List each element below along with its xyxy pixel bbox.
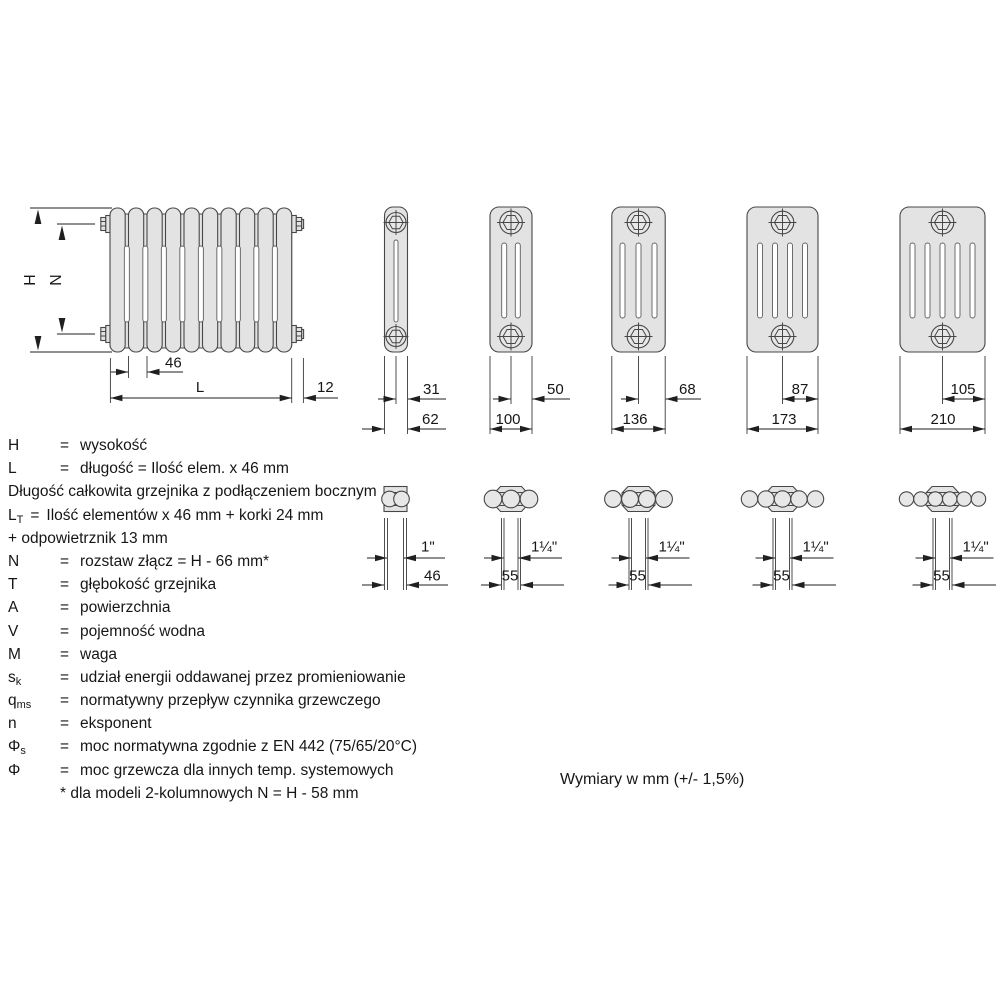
legend-row: qms = normatywny przepływ czynnika grzewczego bbox=[8, 692, 381, 712]
legend-row: H = wysokość bbox=[8, 437, 148, 454]
spacing-label: N bbox=[46, 274, 63, 286]
connection-stub-bottom-left bbox=[101, 326, 111, 343]
element-width-value: 55 bbox=[629, 567, 646, 585]
depth-value: 100 bbox=[495, 411, 521, 428]
element-width-value: 46 bbox=[165, 354, 182, 372]
top-view-5col bbox=[741, 487, 836, 591]
end-width-value: 12 bbox=[317, 379, 334, 396]
depth-value: 62 bbox=[422, 411, 439, 428]
thread-size-value: 1¼" bbox=[962, 538, 989, 556]
cross-section-5col bbox=[747, 207, 818, 434]
section-dimensions bbox=[490, 356, 570, 434]
depth-value: 173 bbox=[771, 411, 797, 428]
half-depth-value: 50 bbox=[547, 381, 564, 398]
legend-text: eksponent bbox=[80, 715, 152, 733]
legend-text: długość = Ilość elem. x 46 mm bbox=[80, 460, 289, 478]
cross-section-3col bbox=[490, 207, 570, 434]
top-view-4col bbox=[605, 487, 692, 591]
legend-row bbox=[8, 480, 417, 503]
connection-stub-top-left bbox=[101, 216, 111, 233]
legend-row: sk = udział energii oddawanej przez promieniowanie bbox=[8, 668, 406, 688]
legend-row: T = głębokość grzejnika bbox=[8, 576, 217, 594]
half-depth-value: 31 bbox=[423, 381, 440, 398]
legend-text: rozstaw złącz = H - 66 mm* bbox=[80, 552, 270, 570]
top-view-6col bbox=[899, 487, 996, 591]
legend-text: normatywny przepływ czynnika grzewczego bbox=[80, 692, 381, 710]
section-dimensions bbox=[747, 356, 818, 434]
legend-text: pojemność wodna bbox=[80, 622, 205, 640]
height-dimension bbox=[20, 208, 112, 352]
section-dimensions bbox=[612, 356, 701, 434]
legend-row: A = powierzchnia bbox=[8, 599, 171, 617]
legend-text: wysokość bbox=[80, 437, 148, 454]
legend-footnote bbox=[8, 782, 417, 805]
depth-value: 210 bbox=[930, 411, 956, 428]
thread-size-value: 1¼" bbox=[658, 538, 685, 556]
half-depth-value: 105 bbox=[950, 381, 976, 398]
connection-stub-top-right bbox=[292, 216, 304, 233]
legend-row bbox=[8, 527, 417, 550]
legend-text: waga bbox=[80, 645, 118, 663]
depth-value: 136 bbox=[622, 411, 648, 428]
legend-text: + odpowietrznik 13 mm bbox=[8, 529, 168, 547]
half-depth-value: 87 bbox=[791, 381, 809, 398]
thread-size-value: 1" bbox=[421, 538, 435, 556]
element-width-value: 55 bbox=[501, 567, 519, 585]
legend-text: Ilość elementów x 46 mm + korki 24 mm bbox=[46, 506, 324, 524]
radiator-slots bbox=[124, 246, 277, 322]
legend-text: moc grzewcza dla innych temp. systemowych bbox=[80, 761, 394, 779]
legend-row: N = rozstaw złącz = H - 66 mm* bbox=[8, 552, 270, 570]
cross-section-6col bbox=[900, 207, 985, 434]
half-depth-value: 68 bbox=[679, 381, 696, 398]
section-dimensions bbox=[362, 356, 446, 434]
legend-row: V = pojemność wodna bbox=[8, 622, 205, 640]
height-label: H bbox=[20, 274, 37, 286]
legend-text: głębokość grzejnika bbox=[80, 576, 217, 594]
legend bbox=[8, 434, 417, 805]
thread-size-value: 1¼" bbox=[531, 538, 558, 556]
element-width-value: 55 bbox=[773, 567, 790, 585]
front-view bbox=[20, 208, 338, 403]
legend-text: * dla modeli 2-kolumnowych N = H - 58 mm bbox=[60, 784, 359, 802]
top-view-dimensions bbox=[481, 518, 564, 590]
dimensions-note: Wymiary w mm (+/- 1,5%) bbox=[560, 771, 745, 788]
element-width-value: 46 bbox=[424, 567, 441, 585]
legend-row: M = waga bbox=[8, 645, 118, 663]
cross-section-2col bbox=[362, 207, 446, 434]
length-value: L bbox=[195, 379, 205, 396]
legend-row: L = długość = Ilość elem. x 46 mm bbox=[8, 460, 289, 478]
thread-size-value: 1¼" bbox=[802, 538, 829, 556]
legend-text: Długość całkowita grzejnika z podłączeniem bocznym bbox=[8, 483, 377, 501]
connection-stub-bottom-right bbox=[292, 326, 304, 343]
legend-row: Φs = moc normatywna zgodnie z EN 442 (75/65/20°C) bbox=[8, 738, 418, 758]
front-bottom-dimensions bbox=[110, 355, 338, 404]
section-dimensions bbox=[900, 356, 985, 434]
legend-text: moc normatywna zgodnie z EN 442 (75/65/20°C) bbox=[80, 738, 418, 756]
spacing-dimension bbox=[46, 224, 95, 334]
legend-text: powierzchnia bbox=[80, 599, 171, 617]
top-view-dimensions bbox=[753, 518, 837, 590]
legend-row: n = eksponent bbox=[8, 715, 152, 733]
top-view-dimensions bbox=[609, 518, 693, 590]
cross-section-4col bbox=[612, 207, 701, 434]
legend-text: udział energii oddawanej przez promieniowanie bbox=[80, 668, 406, 686]
legend-row: Φ = moc grzewcza dla innych temp. systemowych bbox=[8, 761, 394, 779]
element-width-value: 55 bbox=[933, 567, 950, 585]
top-view-3col bbox=[481, 487, 564, 591]
top-view-dimensions bbox=[913, 518, 997, 590]
legend-row: LT = Ilość elementów x 46 mm + korki 24 mm bbox=[8, 506, 324, 526]
